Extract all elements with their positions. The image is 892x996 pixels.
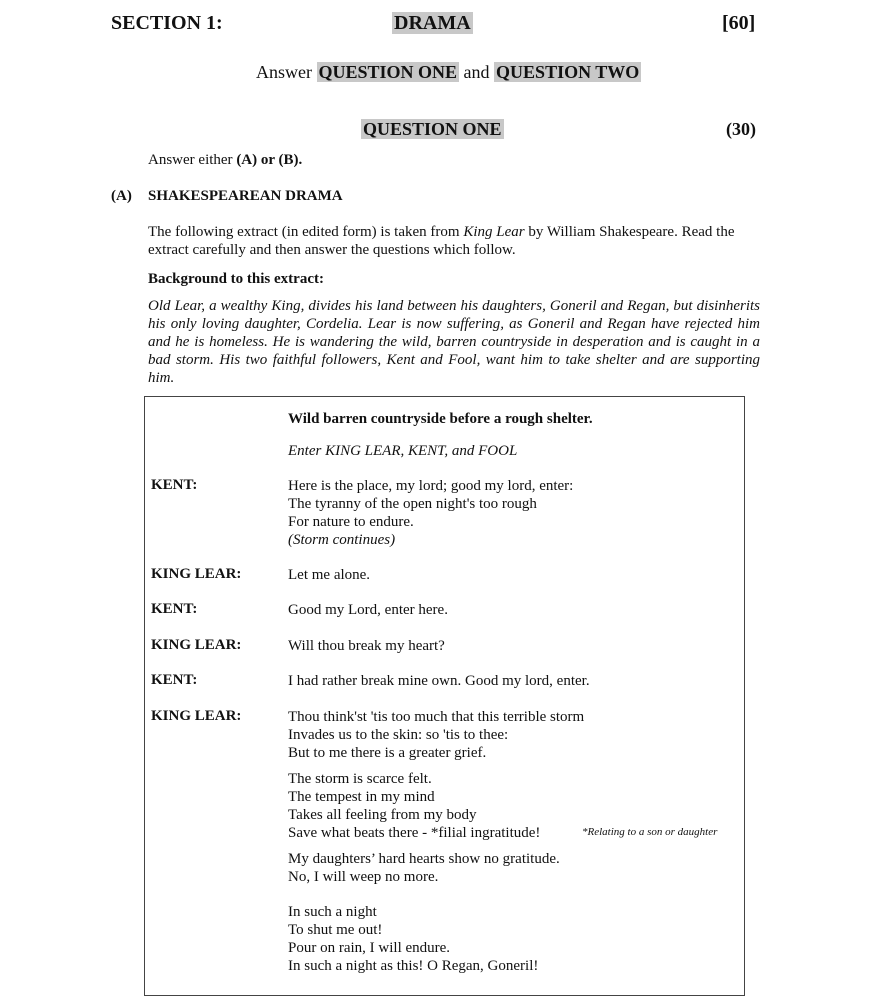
speaker-label: KING LEAR: [151,637,242,653]
speaker-label: KENT: [151,672,198,688]
extract-setting: Wild barren countryside before a rough shelter. [288,411,593,427]
speech-line: In such a night [288,904,377,920]
speech-line: Save what beats there - *filial ingratitude! [288,825,541,841]
part-a-label: (A) [111,188,132,204]
speech-line: The storm is scarce felt. [288,771,432,787]
extract-intro [148,223,760,259]
speech-line: Good my Lord, enter here. [288,602,448,618]
speech-line: Thou think'st 'tis too much that this terrible storm [288,709,585,725]
speech-line: To shut me out! [288,922,383,938]
speech-line: Takes all feeling from my body [288,807,477,823]
speech-line: But to me there is a greater grief. [288,745,487,761]
either-instruction [148,152,302,169]
intro-work-title: King Lear [463,224,525,240]
intro-prefix: The following extract (in edited form) is taken from [148,224,464,240]
speech-line: No, I will weep no more. [288,869,439,885]
either-prefix: Answer either [148,152,237,168]
question-title [361,119,504,140]
answer-instruction [256,62,641,83]
section-label: SECTION 1: [111,12,223,34]
speech-line: Here is the place, my lord; good my lord, enter: [288,478,574,494]
instruction-question-one: QUESTION ONE [318,62,458,82]
either-options: (A) or (B). [236,152,303,168]
speech-line: Invades us to the skin: so 'tis to thee: [288,727,509,743]
part-a-title: SHAKESPEAREAN DRAMA [148,188,343,204]
instruction-prefix: Answer [256,62,317,82]
background-text: Old Lear, a wealthy King, divides his land between his daughters, Goneril and Regan, but disinherits his only loving daughter, Cordelia. Lear is now suffering, as Goneril and Regan have rejected him and he is homeless. He is wandering the wild, barren countryside in desperation and is caught in a bad storm. His two faithful followers, Kent and Fool, want him to take shelter and are supporting him. [148,298,760,386]
background-heading: Background to this extract: [148,271,324,287]
speaker-label: KENT: [151,601,198,617]
speaker-label: KING LEAR: [151,708,242,724]
footnote: *Relating to a son or daughter [582,826,718,838]
instruction-question-two: QUESTION TWO [496,62,640,82]
speech-line: In such a night as this! O Regan, Goneril! [288,958,539,974]
speech-line: The tempest in my mind [288,789,435,805]
intro-suffix: by William Shakespeare. Read the extract carefully and then answer the questions which follow. [148,224,735,258]
question-marks: (30) [726,119,756,139]
section-title [392,12,473,35]
section-marks: [60] [722,12,756,34]
section-title-text: DRAMA [394,12,471,34]
speech-line: I had rather break mine own. Good my lord, enter. [288,673,590,689]
speech-line: Let me alone. [288,567,371,583]
speech-line: Pour on rain, I will endure. [288,940,451,956]
instruction-and: and [459,62,495,82]
speaker-label: KENT: [151,477,198,493]
speaker-label: KING LEAR: [151,566,242,582]
question-title-text: QUESTION ONE [363,119,502,139]
speech-line: For nature to endure. [288,514,414,530]
speech-line: The tyranny of the open night's too rough [288,496,537,512]
stage-direction: (Storm continues) [288,532,396,548]
speech-line: My daughters’ hard hearts show no gratitude. [288,851,560,867]
extract-entrance: Enter KING LEAR, KENT, and FOOL [288,443,518,459]
speech-line: Will thou break my heart? [288,638,445,654]
